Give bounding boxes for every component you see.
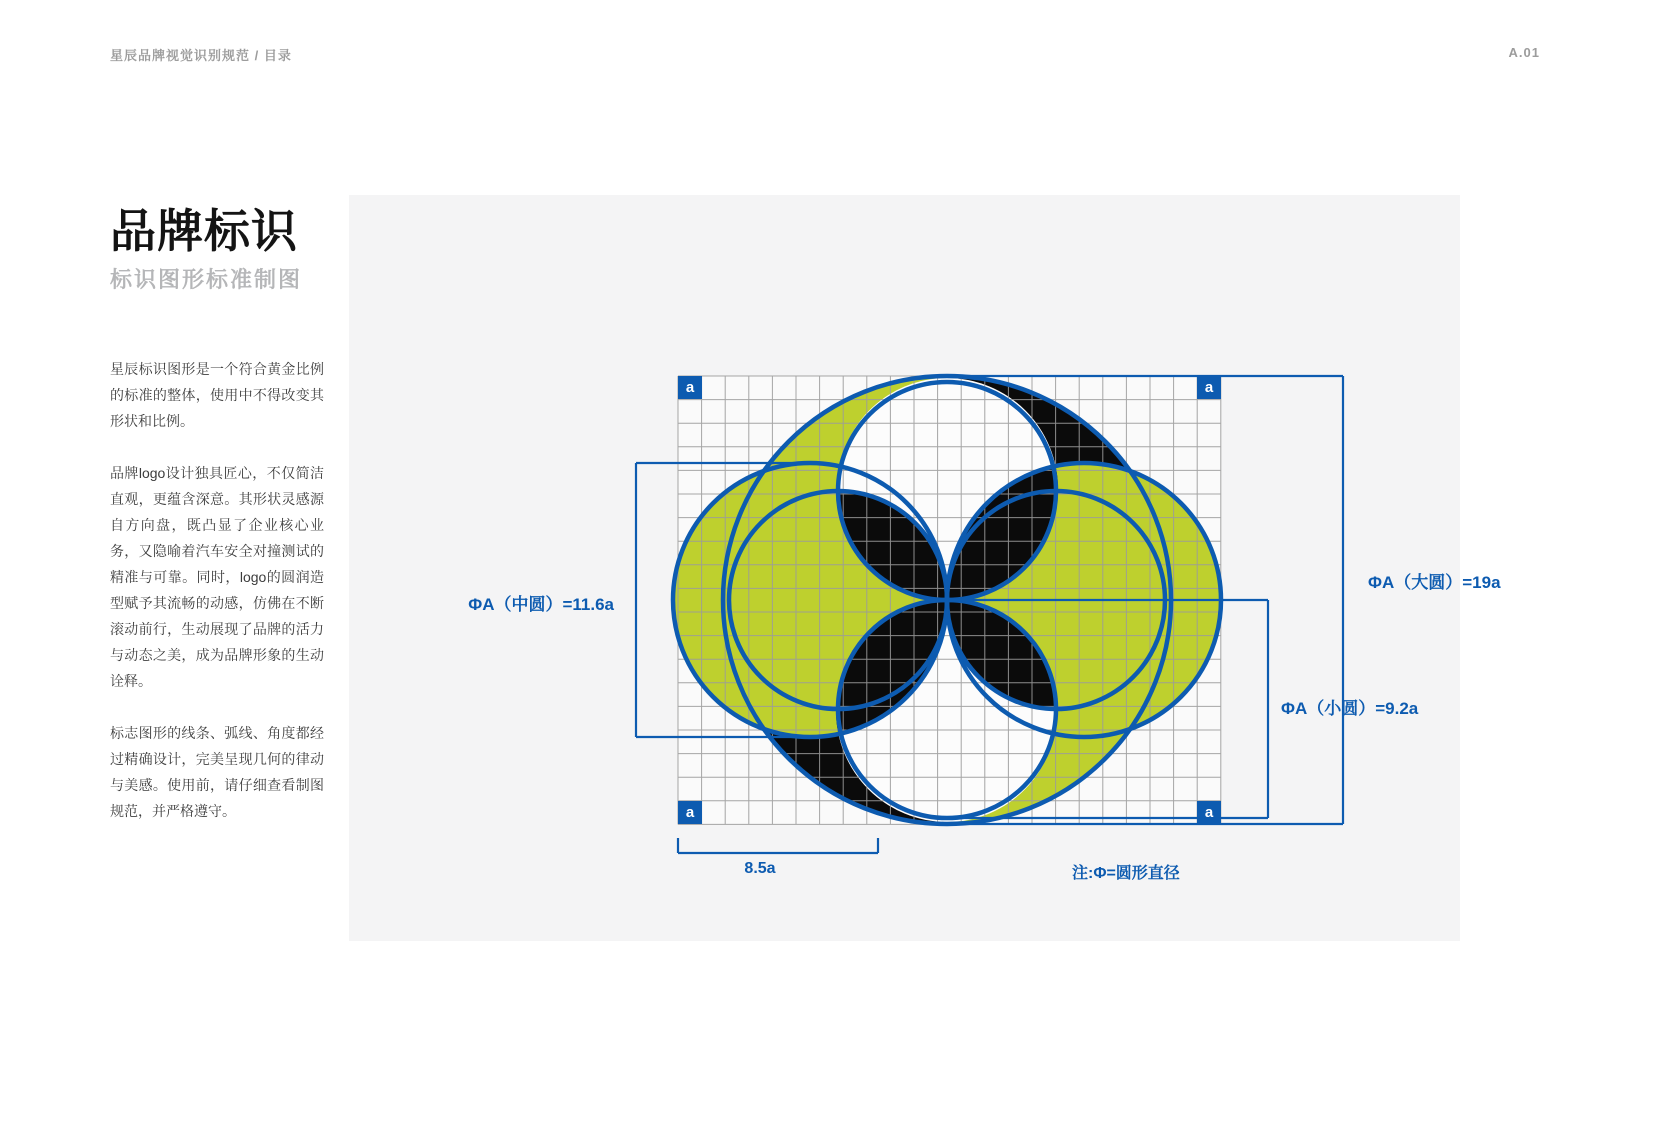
label-diameter-note: 注:Φ=圆形直径 xyxy=(1072,865,1180,882)
intro-paragraph-1: 星辰标识图形是一个符合黄金比例的标准的整体，使用中不得改变其形状和比例。 xyxy=(110,361,324,429)
label-mid-circle-diameter: ΦA（中圆）=11.6a xyxy=(468,595,614,614)
label-big-circle-diameter: ΦA（大圆）=19a xyxy=(1368,573,1501,592)
grid-unit-marker-top-left: a xyxy=(678,376,702,399)
page-title: 品牌标识 xyxy=(110,205,298,257)
page-subtitle: 标识图形标准制图 xyxy=(110,267,303,292)
grid-unit-marker-bottom-left: a xyxy=(678,801,702,824)
intro-paragraph-3: 标志图形的线条、弧线、角度都经过精确设计，完美呈现几何的律动与美感。使用前，请仔细查看制图规范，并严格遵守。 xyxy=(110,725,324,819)
header-breadcrumb: 星辰品牌视觉识别规范 / 目录 xyxy=(110,48,292,63)
grid-unit-marker-top-right: a xyxy=(1197,376,1221,399)
grid-unit-marker-bottom-right: a xyxy=(1197,801,1221,824)
intro-paragraph-2: 品牌logo设计独具匠心，不仅简洁直观，更蕴含深意。其形状灵感源自方向盘，既凸显了企业核心业务，又隐喻着汽车安全对撞测试的精准与可靠。同时，logo的圆润造型赋予其流畅的动感，仿佛在不断滚动前行，生动展现了品牌的活力与动态之美，成为品牌形象的生动诠释。 xyxy=(110,465,324,689)
sidebar-text-column xyxy=(110,206,324,824)
label-baseline-width: 8.5a xyxy=(744,860,776,877)
logo-construction-drawing xyxy=(349,195,1460,941)
page-number: A.01 xyxy=(1508,45,1540,60)
label-small-circle-diameter: ΦA（小圆）=9.2a xyxy=(1281,699,1419,718)
